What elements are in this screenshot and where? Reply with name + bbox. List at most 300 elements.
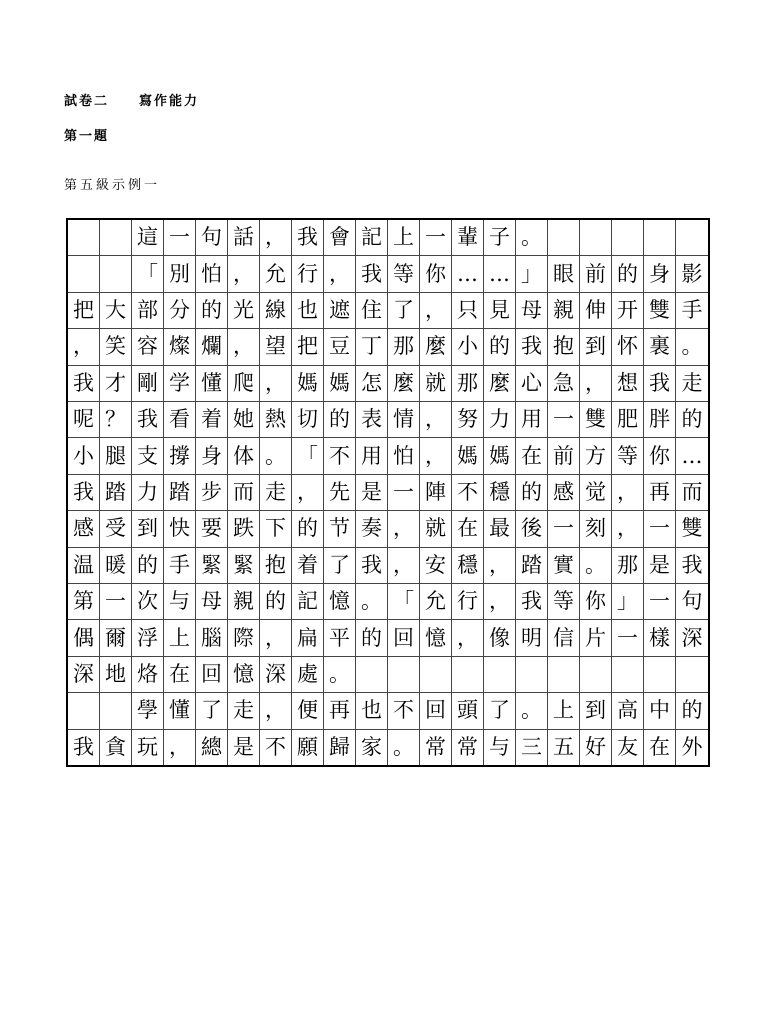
grid-cell: 。 — [681, 334, 703, 359]
grid-cell: 笑 — [100, 329, 132, 364]
grid-cell: 感 — [68, 511, 100, 546]
grid-cell: 是 — [644, 548, 676, 583]
grid-cell: 等 — [612, 438, 644, 473]
grid-cell: 裏 — [644, 329, 676, 364]
grid-cell: 想 — [612, 366, 644, 401]
grid-cell: 雙 — [580, 402, 612, 437]
grid-cell: 頭 — [452, 693, 484, 728]
grid-cell: 着 — [292, 548, 324, 583]
grid-cell: ， — [580, 366, 612, 401]
grid-cell: 了 — [196, 693, 228, 728]
grid-cell: 的 — [484, 329, 516, 364]
grid-cell: 偶 — [68, 620, 100, 655]
grid-cell: 胖 — [644, 402, 676, 437]
grid-cell: 情 — [388, 402, 420, 437]
grid-cell: 奏 — [356, 511, 388, 546]
grid-cell: 前 — [548, 438, 580, 473]
grid-cell: 到 — [580, 329, 612, 364]
grid-cell: 片 — [580, 620, 612, 655]
grid-cell: 學 — [132, 693, 164, 728]
grid-cell: 第 — [68, 584, 100, 619]
grid-cell: 等 — [548, 584, 580, 619]
grid-cell: 的 — [324, 402, 356, 437]
grid-cell: 肥 — [612, 402, 644, 437]
grid-cell: 前 — [580, 256, 612, 291]
grid-cell: 在 — [516, 438, 548, 473]
grid-cell: 容 — [132, 329, 164, 364]
grid-cell — [644, 657, 676, 692]
grid-cell: 开 — [612, 293, 644, 328]
grid-cell — [644, 220, 676, 255]
grid-cell: 五 — [548, 730, 580, 765]
grid-cell: 与 — [484, 730, 516, 765]
grid-cell: 就 — [420, 366, 452, 401]
grid-cell: 爛 — [196, 329, 228, 364]
essay-row — [68, 220, 708, 256]
grid-cell — [420, 657, 452, 692]
grid-cell: 而 — [681, 479, 703, 504]
grid-cell: 次 — [132, 584, 164, 619]
grid-cell: 我 — [68, 366, 100, 401]
essay-row — [68, 293, 708, 329]
grid-cell: 行 — [292, 256, 324, 291]
grid-cell: 我 — [132, 402, 164, 437]
grid-cell: 身 — [644, 256, 676, 291]
grid-cell: 而 — [228, 475, 260, 510]
grid-cell: 小 — [68, 438, 100, 473]
grid-cell: 呢 — [68, 402, 100, 437]
grid-cell: 伸 — [580, 293, 612, 328]
grid-cell — [68, 693, 100, 728]
grid-cell: … — [681, 443, 703, 468]
grid-cell: 到 — [580, 693, 612, 728]
grid-cell: 望 — [260, 329, 292, 364]
grid-cell: 抱 — [260, 548, 292, 583]
grid-cell: 見 — [484, 293, 516, 328]
grid-cell: 憶 — [228, 657, 260, 692]
grid-cell: 。 — [388, 730, 420, 765]
grid-cell — [676, 657, 708, 692]
grid-cell: 受 — [100, 511, 132, 546]
grid-cell: 」 — [612, 584, 644, 619]
grid-cell: 到 — [132, 511, 164, 546]
grid-cell: 了 — [324, 548, 356, 583]
grid-cell: 她 — [228, 402, 260, 437]
grid-cell: 身 — [196, 438, 228, 473]
grid-cell: 刻 — [580, 511, 612, 546]
grid-cell: 怕 — [388, 438, 420, 473]
grid-cell: 分 — [164, 293, 196, 328]
grid-cell: 媽 — [292, 366, 324, 401]
grid-cell: 媽 — [452, 438, 484, 473]
handwritten-essay-grid — [66, 218, 710, 767]
grid-cell: 句 — [681, 589, 703, 614]
grid-cell: 丁 — [356, 329, 388, 364]
grid-cell: 怕 — [196, 256, 228, 291]
essay-row — [68, 584, 708, 620]
grid-cell: 親 — [548, 293, 580, 328]
grid-cell: 手 — [164, 548, 196, 583]
grid-cell: 媽 — [484, 438, 516, 473]
grid-cell: ， — [228, 256, 260, 291]
grid-cell: ， — [420, 402, 452, 437]
grid-cell: 歸 — [324, 730, 356, 765]
grid-cell — [612, 220, 644, 255]
grid-cell: 的 — [132, 548, 164, 583]
grid-cell: 一 — [548, 511, 580, 546]
question-label: 第一題 — [64, 129, 110, 144]
grid-cell: 部 — [132, 293, 164, 328]
grid-cell: 。 — [516, 220, 548, 255]
grid-cell: 再 — [324, 693, 356, 728]
grid-cell: 貪 — [100, 730, 132, 765]
grid-cell: 回 — [196, 657, 228, 692]
grid-cell: 那 — [452, 366, 484, 401]
grid-cell: 眼 — [548, 256, 580, 291]
grid-cell: 我 — [356, 256, 388, 291]
grid-cell: 深 — [681, 625, 703, 650]
grid-cell: 高 — [612, 693, 644, 728]
essay-row — [68, 438, 708, 474]
grid-cell: 麼 — [388, 366, 420, 401]
grid-cell: 緊 — [196, 548, 228, 583]
grid-cell: 親 — [228, 584, 260, 619]
grid-cell: 把 — [68, 293, 100, 328]
grid-cell: 踏 — [100, 475, 132, 510]
grid-cell: 際 — [228, 620, 260, 655]
grid-cell: 步 — [196, 475, 228, 510]
grid-cell: 安 — [420, 548, 452, 583]
grid-cell: 回 — [388, 620, 420, 655]
grid-cell: 穩 — [452, 548, 484, 583]
grid-cell: ， — [260, 220, 292, 255]
grid-cell: 處 — [292, 657, 324, 692]
grid-cell: 了 — [484, 693, 516, 728]
grid-cell: 話 — [228, 220, 260, 255]
grid-cell: 燦 — [164, 329, 196, 364]
grid-cell: 陣 — [420, 475, 452, 510]
grid-cell: 我 — [516, 329, 548, 364]
grid-cell: 就 — [420, 511, 452, 546]
grid-cell — [68, 256, 100, 291]
grid-cell: 在 — [644, 730, 676, 765]
essay-row — [68, 620, 708, 656]
paper-title-line — [64, 90, 199, 109]
grid-cell: 麼 — [484, 366, 516, 401]
grid-cell: 熱 — [260, 402, 292, 437]
grid-cell: 怀 — [612, 329, 644, 364]
grid-cell: 上 — [164, 620, 196, 655]
grid-cell: 允 — [420, 584, 452, 619]
grid-cell: 烙 — [132, 657, 164, 692]
grid-cell: 平 — [324, 620, 356, 655]
grid-cell: ， — [612, 511, 644, 546]
grid-cell — [356, 657, 388, 692]
grid-cell: 我 — [516, 584, 548, 619]
essay-row — [68, 657, 708, 693]
grid-cell: 的 — [516, 475, 548, 510]
grid-cell: 在 — [452, 511, 484, 546]
grid-cell: 玩 — [132, 730, 164, 765]
grid-cell: 好 — [580, 730, 612, 765]
grid-cell: 明 — [516, 620, 548, 655]
grid-cell: 是 — [356, 475, 388, 510]
grid-cell: 的 — [681, 407, 703, 432]
grid-cell: 切 — [292, 402, 324, 437]
grid-cell: 与 — [164, 584, 196, 619]
grid-cell: 三 — [516, 730, 548, 765]
grid-cell: 那 — [612, 548, 644, 583]
grid-cell: 走 — [260, 475, 292, 510]
grid-cell — [452, 657, 484, 692]
essay-row — [68, 693, 708, 729]
grid-cell: 下 — [260, 511, 292, 546]
grid-cell — [484, 657, 516, 692]
grid-cell: 。 — [356, 584, 388, 619]
essay-row — [68, 256, 708, 292]
grid-cell: 体 — [228, 438, 260, 473]
grid-cell — [68, 220, 100, 255]
grid-cell: 緊 — [228, 548, 260, 583]
grid-cell: 光 — [228, 293, 260, 328]
grid-cell: ， — [484, 584, 516, 619]
grid-cell: 你 — [644, 438, 676, 473]
grid-cell: 浮 — [132, 620, 164, 655]
grid-cell: 信 — [548, 620, 580, 655]
grid-cell — [388, 657, 420, 692]
grid-cell: 雙 — [681, 516, 703, 541]
grid-cell: 你 — [420, 256, 452, 291]
grid-cell: 撐 — [164, 438, 196, 473]
grid-cell: ， — [388, 548, 420, 583]
grid-cell: 走 — [228, 693, 260, 728]
grid-cell: 的 — [260, 584, 292, 619]
grid-cell: 大 — [100, 293, 132, 328]
grid-cell: 深 — [260, 657, 292, 692]
grid-cell: 支 — [132, 438, 164, 473]
grid-cell: 回 — [420, 693, 452, 728]
grid-cell — [100, 693, 132, 728]
grid-cell: 深 — [68, 657, 100, 692]
essay-row — [68, 366, 708, 402]
grid-cell: 樣 — [644, 620, 676, 655]
grid-cell: ， — [420, 293, 452, 328]
grid-cell: 這 — [132, 220, 164, 255]
grid-cell: 後 — [516, 511, 548, 546]
grid-cell: ， — [68, 329, 100, 364]
grid-cell: 家 — [356, 730, 388, 765]
grid-cell: 憶 — [420, 620, 452, 655]
grid-cell: 記 — [356, 220, 388, 255]
grid-cell: 「 — [292, 438, 324, 473]
grid-cell: 着 — [196, 402, 228, 437]
grid-cell: 踏 — [164, 475, 196, 510]
grid-cell: 学 — [164, 366, 196, 401]
grade-example-label: 第五級示例一 — [64, 178, 161, 193]
grid-cell: 我 — [68, 475, 100, 510]
grid-cell: 一 — [644, 584, 676, 619]
grid-cell: 努 — [452, 402, 484, 437]
grid-cell: 雙 — [644, 293, 676, 328]
grid-cell: ， — [164, 730, 196, 765]
grid-cell: 是 — [228, 730, 260, 765]
grid-cell: 「 — [388, 584, 420, 619]
grid-cell: 允 — [260, 256, 292, 291]
grid-cell: 节 — [324, 511, 356, 546]
grid-cell: 看 — [164, 402, 196, 437]
grid-cell: 憶 — [324, 584, 356, 619]
grid-cell: 別 — [164, 256, 196, 291]
grid-cell: 才 — [100, 366, 132, 401]
grid-cell: 那 — [388, 329, 420, 364]
section-title: 寫作能力 — [139, 94, 200, 109]
grid-cell: ， — [452, 620, 484, 655]
grid-cell: 感 — [548, 475, 580, 510]
grid-cell: 手 — [681, 297, 703, 322]
grid-cell: 一 — [420, 220, 452, 255]
grid-cell: 只 — [452, 293, 484, 328]
grid-cell: 最 — [484, 511, 516, 546]
grid-cell: 穩 — [484, 475, 516, 510]
grid-cell: 總 — [196, 730, 228, 765]
grid-cell — [580, 220, 612, 255]
grid-cell: 。 — [260, 438, 292, 473]
grid-cell: 也 — [292, 293, 324, 328]
grid-cell: 豆 — [324, 329, 356, 364]
grid-cell: 表 — [356, 402, 388, 437]
grid-cell: 温 — [68, 548, 100, 583]
grid-cell: 住 — [356, 293, 388, 328]
grid-cell: 影 — [681, 261, 703, 286]
grid-cell: 腿 — [100, 438, 132, 473]
grid-cell: 我 — [292, 220, 324, 255]
grid-cell: ， — [292, 475, 324, 510]
grid-cell: 一 — [164, 220, 196, 255]
grid-cell: ， — [260, 366, 292, 401]
grid-cell: ， — [260, 620, 292, 655]
grid-cell — [100, 220, 132, 255]
grid-cell: 實 — [548, 548, 580, 583]
grid-cell: 要 — [196, 511, 228, 546]
grid-cell: 一 — [388, 475, 420, 510]
essay-row — [68, 329, 708, 365]
grid-cell: 子 — [484, 220, 516, 255]
grid-cell: 常 — [452, 730, 484, 765]
grid-cell: 不 — [388, 693, 420, 728]
grid-cell: 心 — [516, 366, 548, 401]
grid-cell: 也 — [356, 693, 388, 728]
grid-cell: 了 — [388, 293, 420, 328]
grid-cell — [548, 657, 580, 692]
grid-cell: 不 — [260, 730, 292, 765]
grid-cell: 懂 — [196, 366, 228, 401]
grid-cell: ？ — [100, 402, 132, 437]
grid-cell: 不 — [324, 438, 356, 473]
grid-cell: 爾 — [100, 620, 132, 655]
grid-cell: 急 — [548, 366, 580, 401]
grid-cell: 先 — [324, 475, 356, 510]
grid-cell: 剛 — [132, 366, 164, 401]
grid-cell: 我 — [644, 366, 676, 401]
grid-cell: 一 — [612, 620, 644, 655]
grid-cell — [548, 220, 580, 255]
grid-cell: 力 — [132, 475, 164, 510]
grid-cell: 方 — [580, 438, 612, 473]
grid-cell: 用 — [356, 438, 388, 473]
grid-cell: 上 — [548, 693, 580, 728]
grid-cell: 我 — [68, 730, 100, 765]
grid-cell: ， — [420, 438, 452, 473]
grid-cell: 像 — [484, 620, 516, 655]
grid-cell: 」 — [516, 256, 548, 291]
grid-cell: 的 — [681, 698, 703, 723]
essay-row — [68, 511, 708, 547]
grid-cell: 願 — [292, 730, 324, 765]
grid-cell: 你 — [580, 584, 612, 619]
grid-cell: 跌 — [228, 511, 260, 546]
grid-cell: 媽 — [324, 366, 356, 401]
grid-cell: 暖 — [100, 548, 132, 583]
grid-cell: 中 — [644, 693, 676, 728]
grid-cell: 小 — [452, 329, 484, 364]
grid-cell: 會 — [324, 220, 356, 255]
grid-cell: 記 — [292, 584, 324, 619]
grid-cell: 再 — [644, 475, 676, 510]
grid-cell: 遮 — [324, 293, 356, 328]
grid-cell: ， — [324, 256, 356, 291]
grid-cell: 便 — [292, 693, 324, 728]
grid-cell — [580, 657, 612, 692]
grid-cell: 常 — [420, 730, 452, 765]
grid-cell: 。 — [324, 657, 356, 692]
essay-row — [68, 548, 708, 584]
grid-cell: 快 — [164, 511, 196, 546]
grid-cell: ， — [484, 548, 516, 583]
grid-cell: ， — [228, 329, 260, 364]
grid-cell: 一 — [100, 584, 132, 619]
grid-cell: 「 — [132, 256, 164, 291]
grid-cell: 母 — [196, 584, 228, 619]
grid-cell: 走 — [681, 370, 703, 395]
grid-cell: 。 — [580, 548, 612, 583]
grid-cell — [516, 657, 548, 692]
grid-cell: 等 — [388, 256, 420, 291]
grid-cell: 外 — [681, 734, 703, 759]
grid-cell: 的 — [612, 256, 644, 291]
grid-cell: 友 — [612, 730, 644, 765]
grid-cell: 一 — [548, 402, 580, 437]
grid-cell: 把 — [292, 329, 324, 364]
grid-cell: 的 — [356, 620, 388, 655]
grid-cell: 觉 — [580, 475, 612, 510]
essay-row — [68, 730, 708, 766]
essay-row — [68, 402, 708, 438]
grid-cell: 上 — [388, 220, 420, 255]
grid-cell: 我 — [681, 552, 703, 577]
grid-cell: 懂 — [164, 693, 196, 728]
grid-cell: 不 — [452, 475, 484, 510]
grid-cell: 抱 — [548, 329, 580, 364]
grid-cell — [612, 657, 644, 692]
grid-cell: 母 — [516, 293, 548, 328]
grid-cell: 輩 — [452, 220, 484, 255]
grid-cell: ， — [612, 475, 644, 510]
grid-cell: 怎 — [356, 366, 388, 401]
grid-cell: 。 — [516, 693, 548, 728]
grid-cell: 的 — [292, 511, 324, 546]
grid-cell: 踏 — [516, 548, 548, 583]
grid-cell: 爬 — [228, 366, 260, 401]
